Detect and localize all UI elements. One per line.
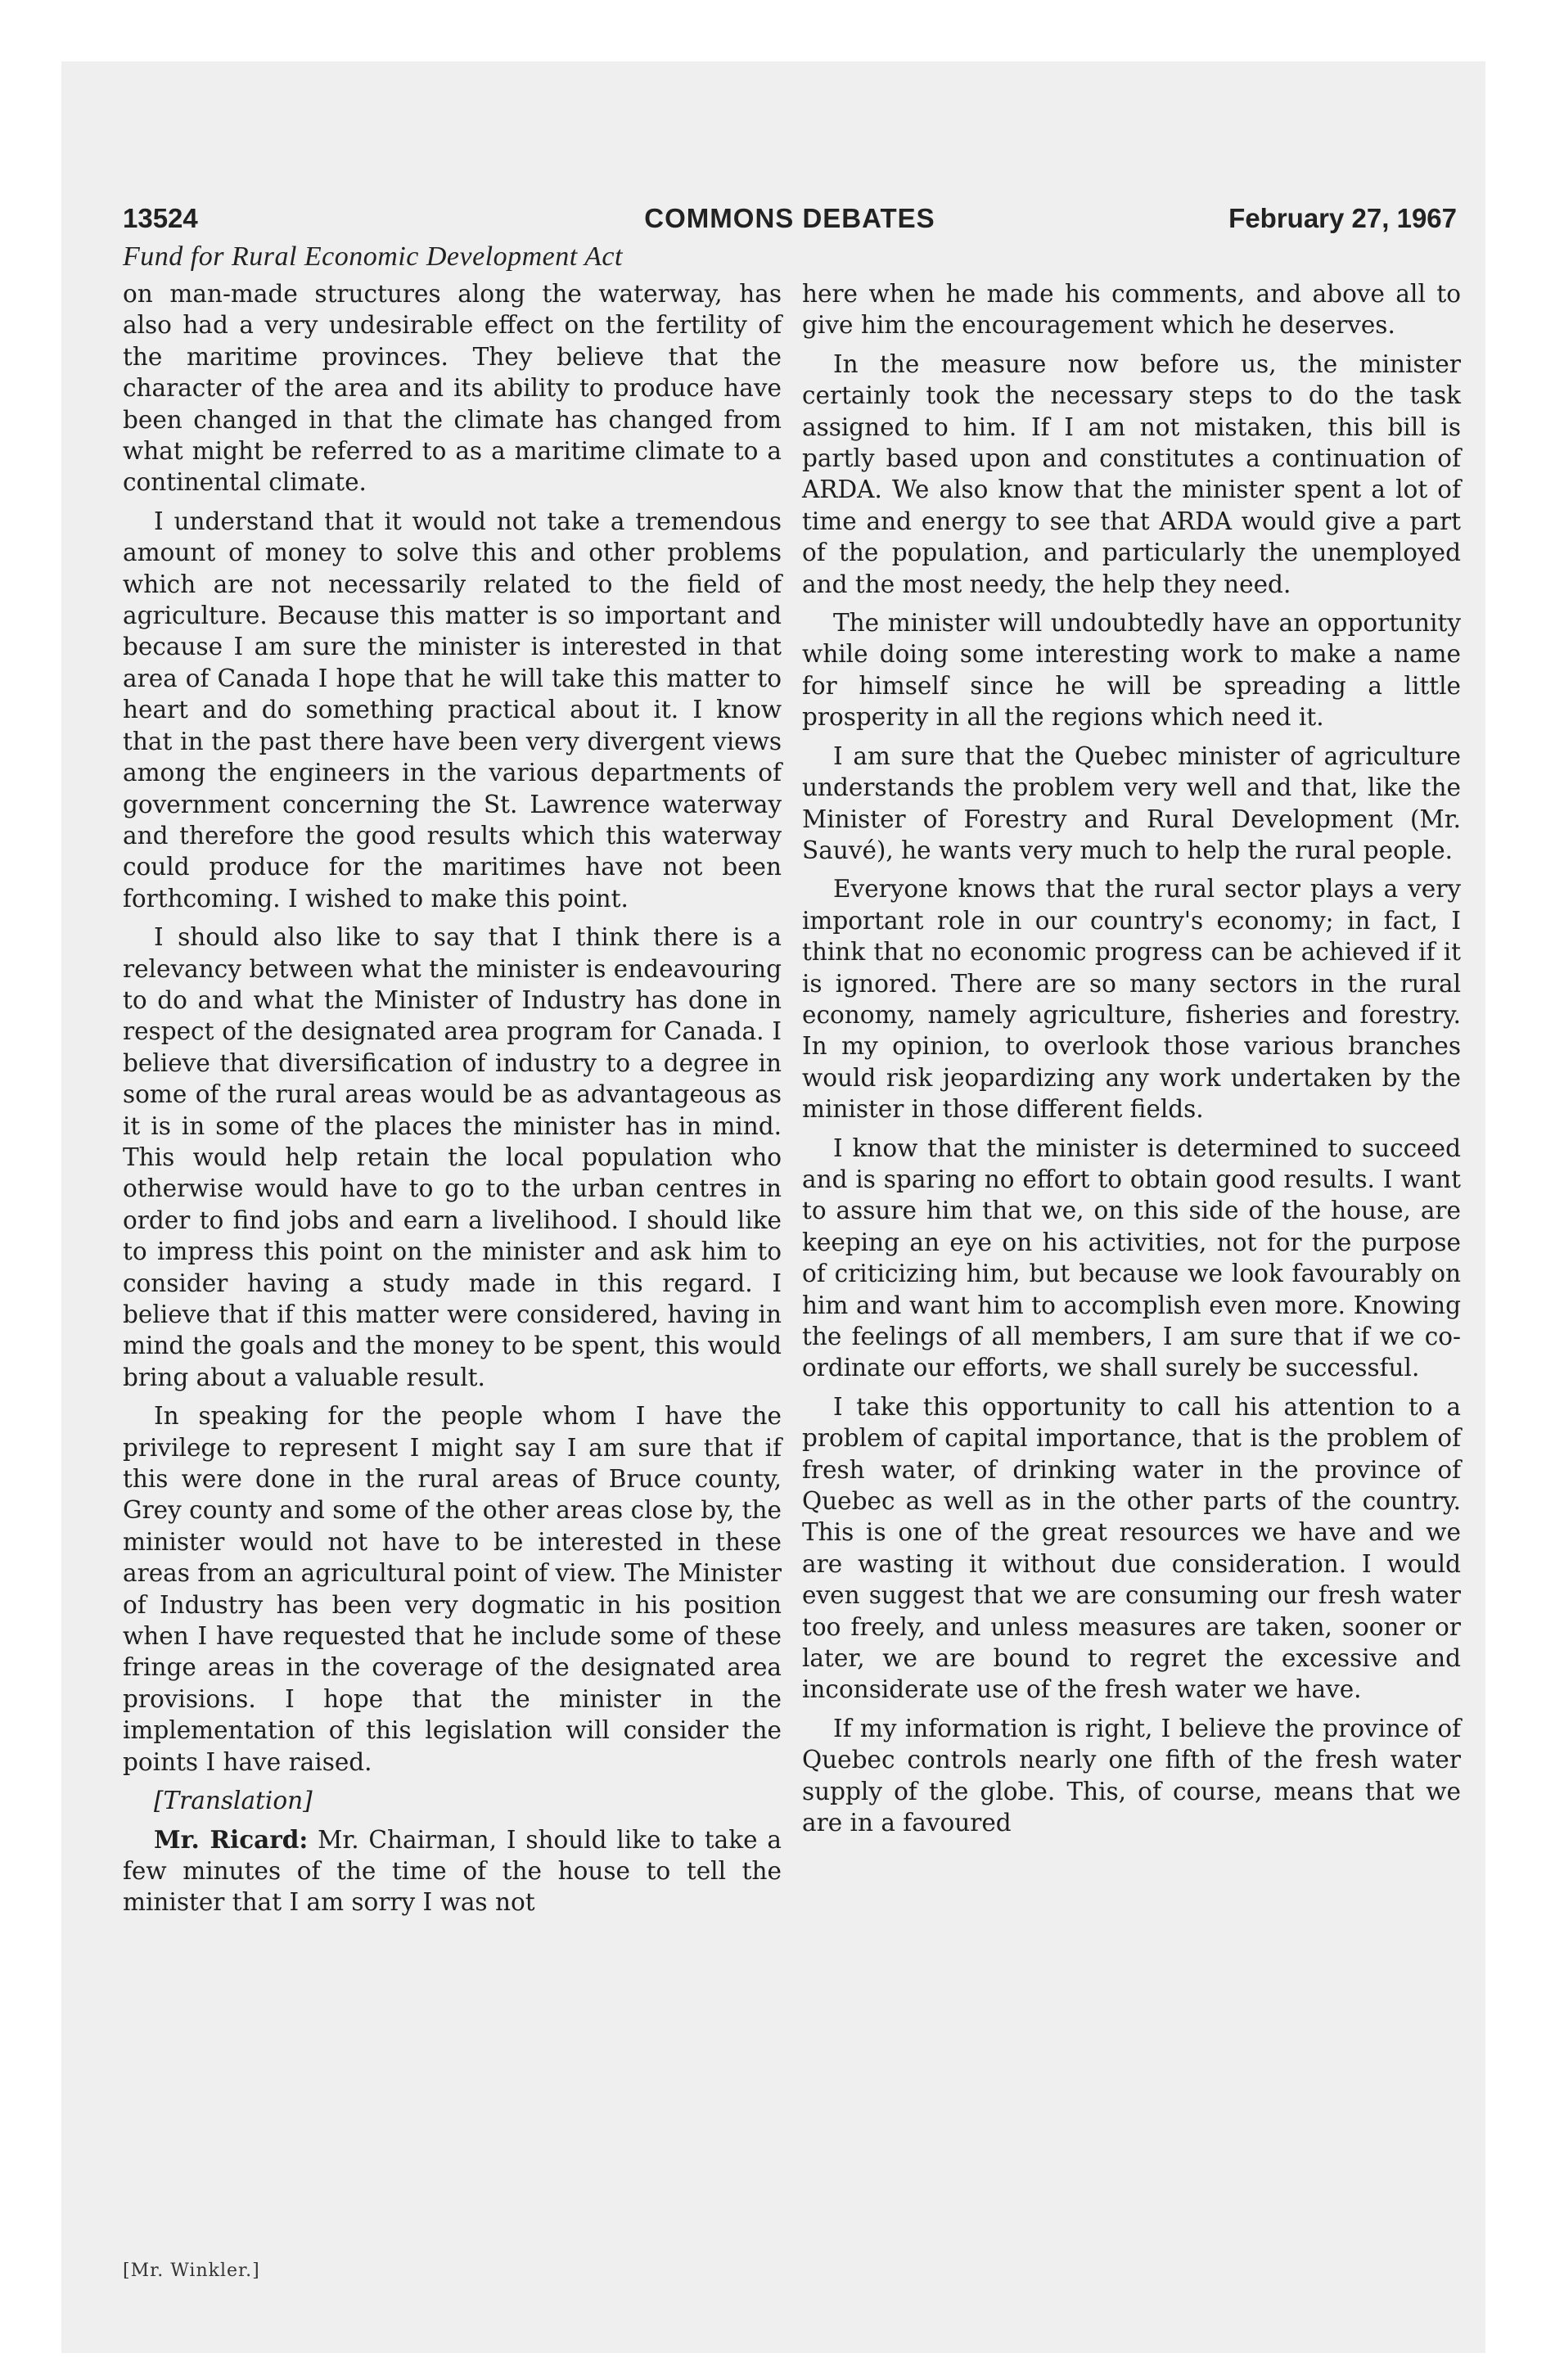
paragraph: The minister will undoubtedly have an opportunity while doing some interesting work to make a name for himself since he will be spreading a little prosperity in all the regions which need it. (802, 609, 1461, 732)
paragraph: Everyone knows that the rural sector plays a very important role in our country's economy; in fact, I think that no economic progress can be achieved if it is ignored. There are so many sectors in the rural economy, namely agriculture, fisheries and forestry. In my opinion, to overlook those various branches would risk jeopardizing any work undertaken by the minister in those different fields. (802, 875, 1461, 1124)
page-header (123, 203, 1457, 241)
speaker-name: Mr. Ricard: (154, 1824, 309, 1854)
page-number: 13524 (123, 203, 198, 233)
paragraph: I know that the minister is determined to succeed and is sparing no effort to obtain good results. I want to assure him that we, on this side of the house, are keeping an eye on his activities, not for the purpose of criticizing him, but because we look favourably on him and want him to accomplish even more. Knowing the feelings of all members, I am sure that if we co-ordinate our efforts, we shall surely be successful. (802, 1134, 1461, 1382)
left-column (123, 278, 782, 1926)
speech-text: Mr. Chairman, I should like to take a few minutes of the time of the house to tell the minister that I am sorry I was not (123, 1825, 782, 1917)
paragraph: In speaking for the people whom I have the privilege to represent I might say I am sure that if this were done in the rural areas of Bruce county, Grey county and some of the other areas close by, the minister would not have to be interested in these areas from an agricultural point of view. The Minister of Industry has been very dogmatic in his position when I have requested that he include some of these fringe areas in the coverage of the designated area provisions. I hope that the minister in the implementation of this legislation will consider the points I have raised. (123, 1402, 782, 1776)
paragraph: here when he made his comments, and above all to give him the encouragement which he deserves. (802, 280, 1461, 340)
publication-title: COMMONS DEBATES (644, 203, 935, 233)
publication-date: February 27, 1967 (1228, 203, 1457, 233)
translation-tag: [Translation] (154, 1787, 313, 1815)
speech-paragraph (123, 1824, 782, 1918)
paragraph: If my information is right, I believe the province of Quebec controls nearly one fifth of the fresh water supply of the globe. This, of course, means that we are in a favoured (802, 1714, 1461, 1837)
paragraph: on man-made structures along the waterway, has also had a very undesirable effect on the fertility of the maritime provinces. They believe that the character of the area and its ability to produce have been changed in that the climate has changed from what might be referred to as a maritime climate to a continental climate. (123, 280, 782, 497)
right-column (802, 278, 1461, 1846)
paragraph: I should also like to say that I think there is a relevancy between what the minister is endeavouring to do and what the Minister of Industry has done in respect of the designated area program for Canada. I believe that diversification of industry to a degree in some of the rural areas would be as advantageous as it is in some of the places the minister has in mind. This would help retain the local population who otherwise would have to go to the urban centres in order to find jobs and earn a livelihood. I should like to impress this point on the minister and ask him to consider having a study made in this regard. I believe that if this matter were considered, having in mind the goals and the money to be spent, this would bring about a valuable result. (123, 923, 782, 1391)
paragraph: In the measure now before us, the minister certainly took the necessary steps to do the task assigned to him. If I am not mistaken, this bill is partly based upon and constitutes a continuation of ARDA. We also know that the minister spent a lot of time and energy to see that ARDA would give a part of the population, and particularly the unemployed and the most needy, the help they need. (802, 349, 1461, 598)
paragraph: I understand that it would not take a tremendous amount of money to solve this and other problems which are not necessarily related to the field of agriculture. Because this matter is so important and because I am sure the minister is interested in that area of Canada I hope that he will take this matter to heart and do something practical about it. I know that in the past there have been very divergent views among the engineers in the various departments of government concerning the St. Lawrence waterway and therefore the good results which this waterway could produce for the maritimes have not been forthcoming. I wished to make this point. (123, 507, 782, 913)
paragraph: I take this opportunity to call his attention to a problem of capital importance, that is the problem of fresh water, of drinking water in the province of Quebec as well as in the other parts of the country. This is one of the great resources we have and we are wasting it without due consideration. I would even suggest that we are consuming our fresh water too freely, and unless measures are taken, sooner or later, we are bound to regret the excessive and inconsiderate use of the fresh water we have. (802, 1392, 1461, 1704)
page-footer: [Mr. Winkler.] (123, 2261, 260, 2281)
running-head: Fund for Rural Economic Development Act (123, 241, 623, 272)
paragraph: I am sure that the Quebec minister of agriculture understands the problem very well and that, like the Minister of Forestry and Rural Development (Mr. Sauvé), he wants very much to help the rural people. (802, 741, 1461, 864)
